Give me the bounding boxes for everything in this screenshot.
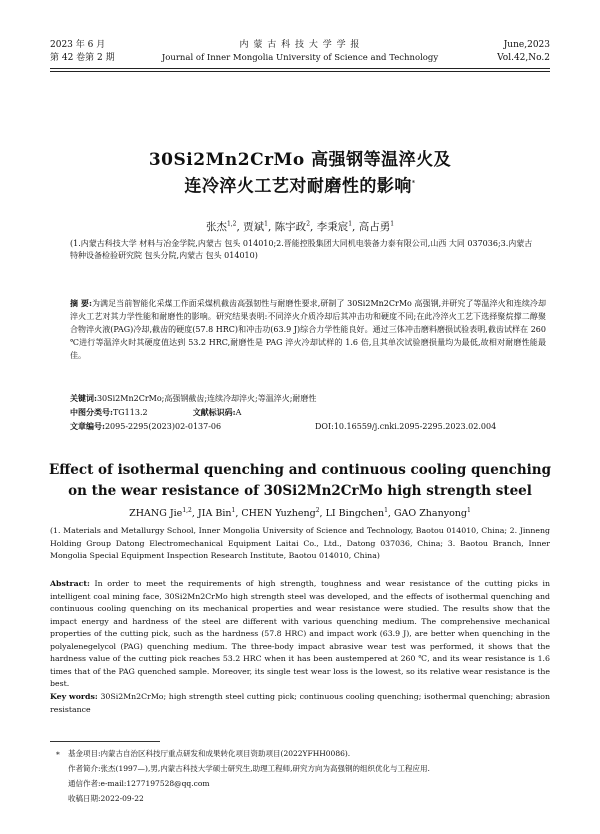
author-bio-label: 作者简介: — [68, 764, 101, 773]
author-en: GAO Zhanyong — [393, 508, 467, 520]
keywords-cn — [70, 392, 546, 405]
author-sup: 2 — [315, 507, 320, 514]
header-rule — [50, 68, 550, 69]
fund-text: 内蒙古自治区科技厅重点研发和成果转化项目资助项目(2022YFHH0086). — [100, 749, 351, 758]
author-sup: 1 — [390, 220, 395, 228]
footnote-corresponding — [68, 778, 548, 790]
header-volume-en: Vol.42,No.2 — [497, 53, 550, 63]
affiliation-en: (1. Materials and Metallurgy School, Inner Mongolia University of Science and Technology, Baotou 014010, China; 2. Jinneng Holding Group Datong Electromechanical Equipment Laitai Co., Ltd., Datong 037036, China; 3. Baotou Branch, Inner Mongolia Special Equipment Inspection Research Institute, Baotou 014010, China) — [50, 526, 550, 560]
keywords-en-text: 30Si2Mn2CrMo; high strength steel cutting pick; continuous cooling quenching; isothermal quenching; abrasion resistance — [50, 692, 551, 714]
keywords-en — [50, 691, 550, 716]
header-volume: 第 42 卷第 2 期 — [50, 53, 115, 63]
author-sup: 1,2 — [226, 220, 237, 228]
author-en: CHEN Yuzheng — [241, 508, 316, 520]
author-en: LI Bingchen — [325, 508, 385, 520]
received-label: 收稿日期: — [68, 794, 101, 803]
author-sup: 1 — [231, 507, 236, 514]
author-sup: 1 — [384, 507, 388, 514]
footnote-rule — [50, 741, 160, 742]
abstract-en — [50, 578, 550, 691]
corr-label: 通信作者: — [68, 779, 101, 788]
keywords-cn-label: 关键词: — [70, 393, 97, 403]
doc-code-value: A — [235, 408, 242, 417]
title-en — [40, 460, 560, 502]
abstract-cn — [70, 297, 546, 362]
author-en: JIA Bin — [197, 508, 232, 520]
doc-code-label: 文献标识码: — [192, 407, 236, 417]
title-footnote-mark: * — [411, 180, 416, 187]
keywords-cn-text: 30Si2Mn2CrMo;高强钢截齿;连续冷却淬火;等温淬火;耐磨性 — [96, 394, 317, 403]
header-date-en: June,2023 — [503, 40, 550, 50]
footnote-author — [68, 763, 548, 775]
title-en-line2: on the wear resistance of 30Si2Mn2CrMo high strength steel — [68, 483, 532, 499]
keywords-en-label: Key words: — [50, 692, 98, 701]
author-cn: 张杰 — [205, 221, 227, 233]
author-sup: 2 — [306, 220, 311, 228]
authors-cn: 张杰$^{1,2}$, 贾斌$^1$, 陈宇政$^2$, 李秉宸$^1$, 高占勇$^1$ — [205, 220, 395, 233]
footnote-received — [68, 793, 548, 805]
header-rule-thin — [50, 71, 550, 72]
title-cn — [40, 148, 560, 199]
author-sup: 1,2 — [182, 507, 192, 514]
abstract-cn-text: 为满足当前智能化采煤工作面采煤机截齿高强韧性与耐磨性要求,研制了 30Si2Mn2CrMo 高强钢,并研究了等温淬火和连续冷却淬火工艺对其力学性能和耐磨性的影响。研究结果表明:不同淬火介质冷却后其冲击功和硬度不同;在此冷淬火工艺下选择聚烷撑二醇聚合物淬火液(PAG)冷却,截齿的硬度(57.8 HRC)和冲击功(63.9 J)综合力学性能良好。通过三体冲击磨料磨损试验表明,截齿试样在 260 ℃进行等温淬火时其硬度值达到 53.2 HRC,耐磨性是 PAG 淬火冷却试样的 1.6 倍,且其单次试验磨损量均为最低,故相对耐磨性能最佳。 — [70, 299, 546, 360]
author-cn: 高占勇 — [358, 221, 391, 233]
title-cn-line2 — [40, 172, 560, 199]
article-no-label: 文章编号: — [70, 421, 105, 431]
title-en-line1: Effect of isothermal quenching and continuous cooling quenching — [48, 462, 552, 478]
corr-email[interactable]: e-mail:1277197528@qq.com — [100, 779, 210, 788]
footnote-star: * — [56, 750, 60, 759]
clc-value: TG113.2 — [112, 408, 148, 417]
header-journal-cn: 内 蒙 古 科 技 大 学 学 报 — [239, 40, 361, 50]
title-cn-line2-text: 连冷淬火工艺对耐磨性的影响 — [184, 176, 412, 197]
author-sup: 1 — [467, 507, 471, 514]
received-date: 2022-09-22 — [100, 794, 144, 803]
affiliation-cn: (1.内蒙古科技大学 材料与冶金学院,内蒙古 包头 014010;2.晋能控股集团大同机电装备力泰有限公司,山西 大同 037036;3.内蒙古特种设备检验研究院 包头分院,内蒙古 包头 014010) — [70, 239, 533, 260]
abstract-en-text: In order to meet the requirements of high strength, toughness and wear resistance of the cutting picks in intelligent coal mining face, 30Si2Mn2CrMo high strength steel was developed, and the effects of isothermal quenching and continuous cooling quenching on its mechanical properties and wear resistance were studied. The results show that the impact energy and hardness of the steel are different with various quenching medium. The comprehensive mechanical properties of the cutting pick, such as the hardness (57.8 HRC) and impact work (63.9 J), are better when quenching in the polyalenegelycol (PAG) quenching medium. The three-body impact abrasive wear test was performed, it shows that the hardness value of the cutting pick reaches 53.2 HRC when it has been austempered at 260 ℃, and its wear resistance is 1.6 times that of the PAG quenched sample. Moreover, its single test wear loss is the lowest, so its relative wear resistance is the best. — [50, 579, 551, 688]
author-cn: 贾斌 — [243, 221, 265, 233]
article-no-value: 2095-2295(2023)02-0137-06 — [104, 422, 222, 431]
author-cn: 陈宇政 — [274, 221, 307, 233]
fund-label: 基金项目: — [68, 749, 101, 758]
author-cn: 李秉宸 — [316, 221, 349, 233]
doi: DOI:10.16559/j.cnki.2095-2295.2023.02.004 — [315, 422, 497, 431]
classification-row — [70, 406, 546, 419]
header-journal-en: Journal of Inner Mongolia University of Science and Technology — [161, 53, 439, 63]
title-cn-line1: 30Si2Mn2CrMo 高强钢等温淬火及 — [148, 150, 452, 170]
author-sup: 1 — [348, 220, 353, 228]
clc-label: 中图分类号: — [70, 407, 113, 417]
header-date: 2023 年 6 月 — [50, 40, 106, 50]
abstract-cn-label: 摘 要: — [70, 298, 92, 308]
author-sup: 1 — [264, 220, 268, 228]
footnote-fund — [68, 748, 548, 760]
abstract-en-label: Abstract: — [50, 579, 90, 588]
authors-en: ZHANG Jie$^{1,2}$, JIA Bin$^1$, CHEN Yuzheng$^2$, LI Bingchen$^1$, GAO Zhanyong$^1$ — [129, 507, 471, 520]
author-en: ZHANG Jie — [129, 508, 183, 520]
author-bio-text: 张杰(1997—),男,内蒙古科技大学硕士研究生,助理工程师,研究方向为高强钢的组织优化与工程应用. — [100, 764, 430, 773]
